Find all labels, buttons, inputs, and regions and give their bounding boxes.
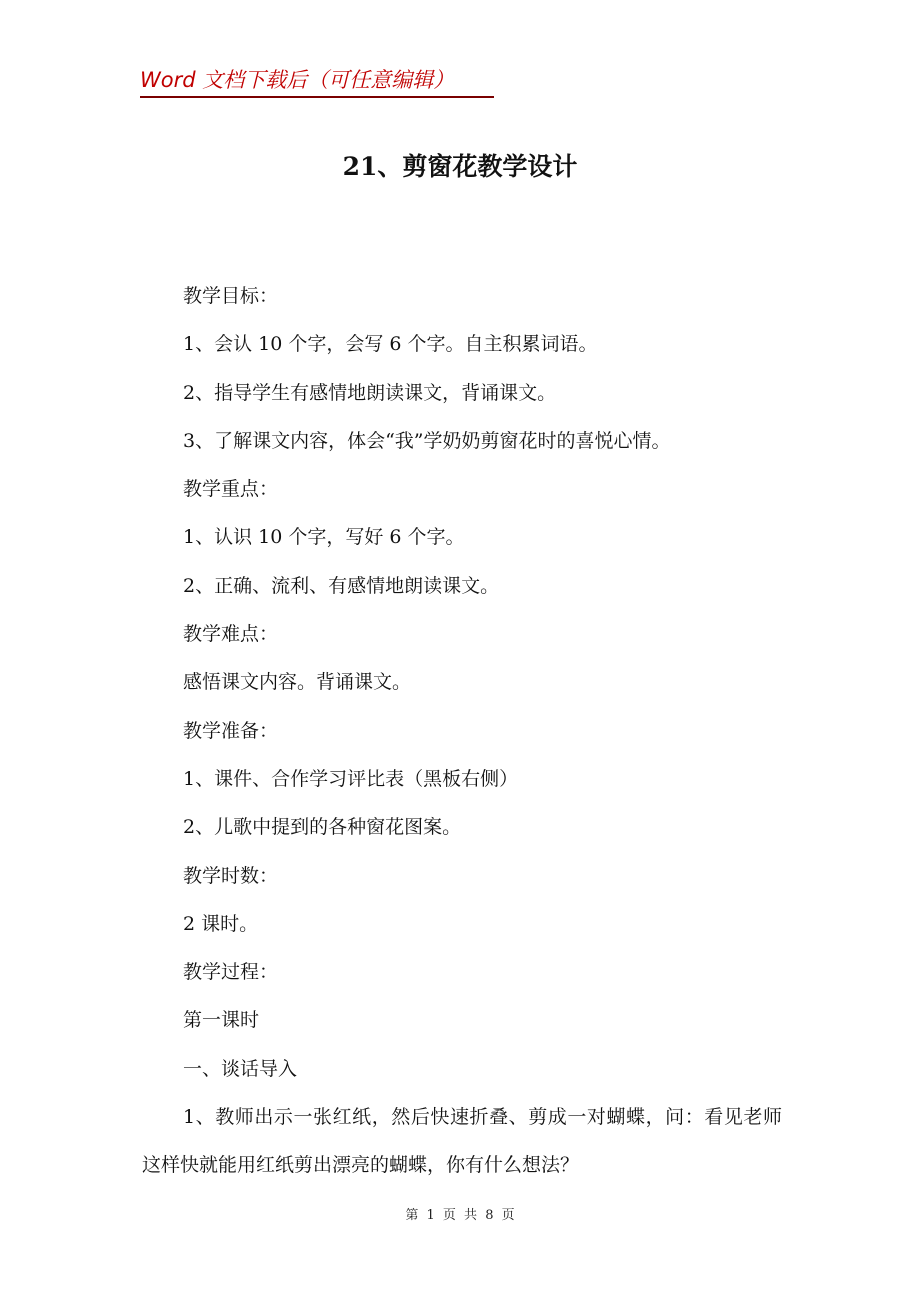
paragraph: 感悟课文内容。背诵课文。	[183, 671, 412, 694]
watermark-text: Word 文档下载后（可任意编辑）	[140, 68, 455, 92]
paragraph: 一、谈话导入	[183, 1057, 298, 1080]
page-number: 第 1 页 共 8 页	[405, 1208, 515, 1223]
paragraph: 教学重点：	[183, 478, 279, 501]
paragraph: 1、课件、合作学习评比表（黑板右侧）	[183, 767, 519, 790]
paragraph: 第一课时	[183, 1009, 260, 1032]
paragraph: 3、了解课文内容，体会“我”学奶奶剪窗花时的喜悦心情。	[183, 429, 671, 452]
paragraph: 教学难点：	[183, 623, 279, 646]
paragraph: 2、指导学生有感情地朗读课文，背诵课文。	[183, 381, 557, 404]
document-body	[142, 272, 782, 1190]
paragraph: 1、认识 10 个字，写好 6 个字。	[183, 526, 465, 549]
paragraph: 2 课时。	[183, 912, 259, 935]
paragraph: 1、教师出示一张红纸，然后快速折叠、剪成一对蝴蝶，问：看见老师这样快就能用红纸剪出漂亮的蝴蝶，你有什么想法？	[142, 1106, 782, 1177]
paragraph: 1、会认 10 个字，会写 6 个字。自主积累词语。	[183, 333, 598, 356]
paragraph: 2、正确、流利、有感情地朗读课文。	[183, 574, 500, 597]
paragraph: 教学目标：	[183, 285, 279, 307]
paragraph: 教学时数：	[183, 864, 279, 887]
download-watermark	[140, 64, 494, 98]
paragraph: 教学准备：	[183, 719, 279, 742]
paragraph: 2、儿歌中提到的各种窗花图案。	[183, 816, 462, 839]
document-title: 21、剪窗花教学设计	[342, 152, 578, 181]
paragraph: 教学过程：	[183, 961, 279, 984]
